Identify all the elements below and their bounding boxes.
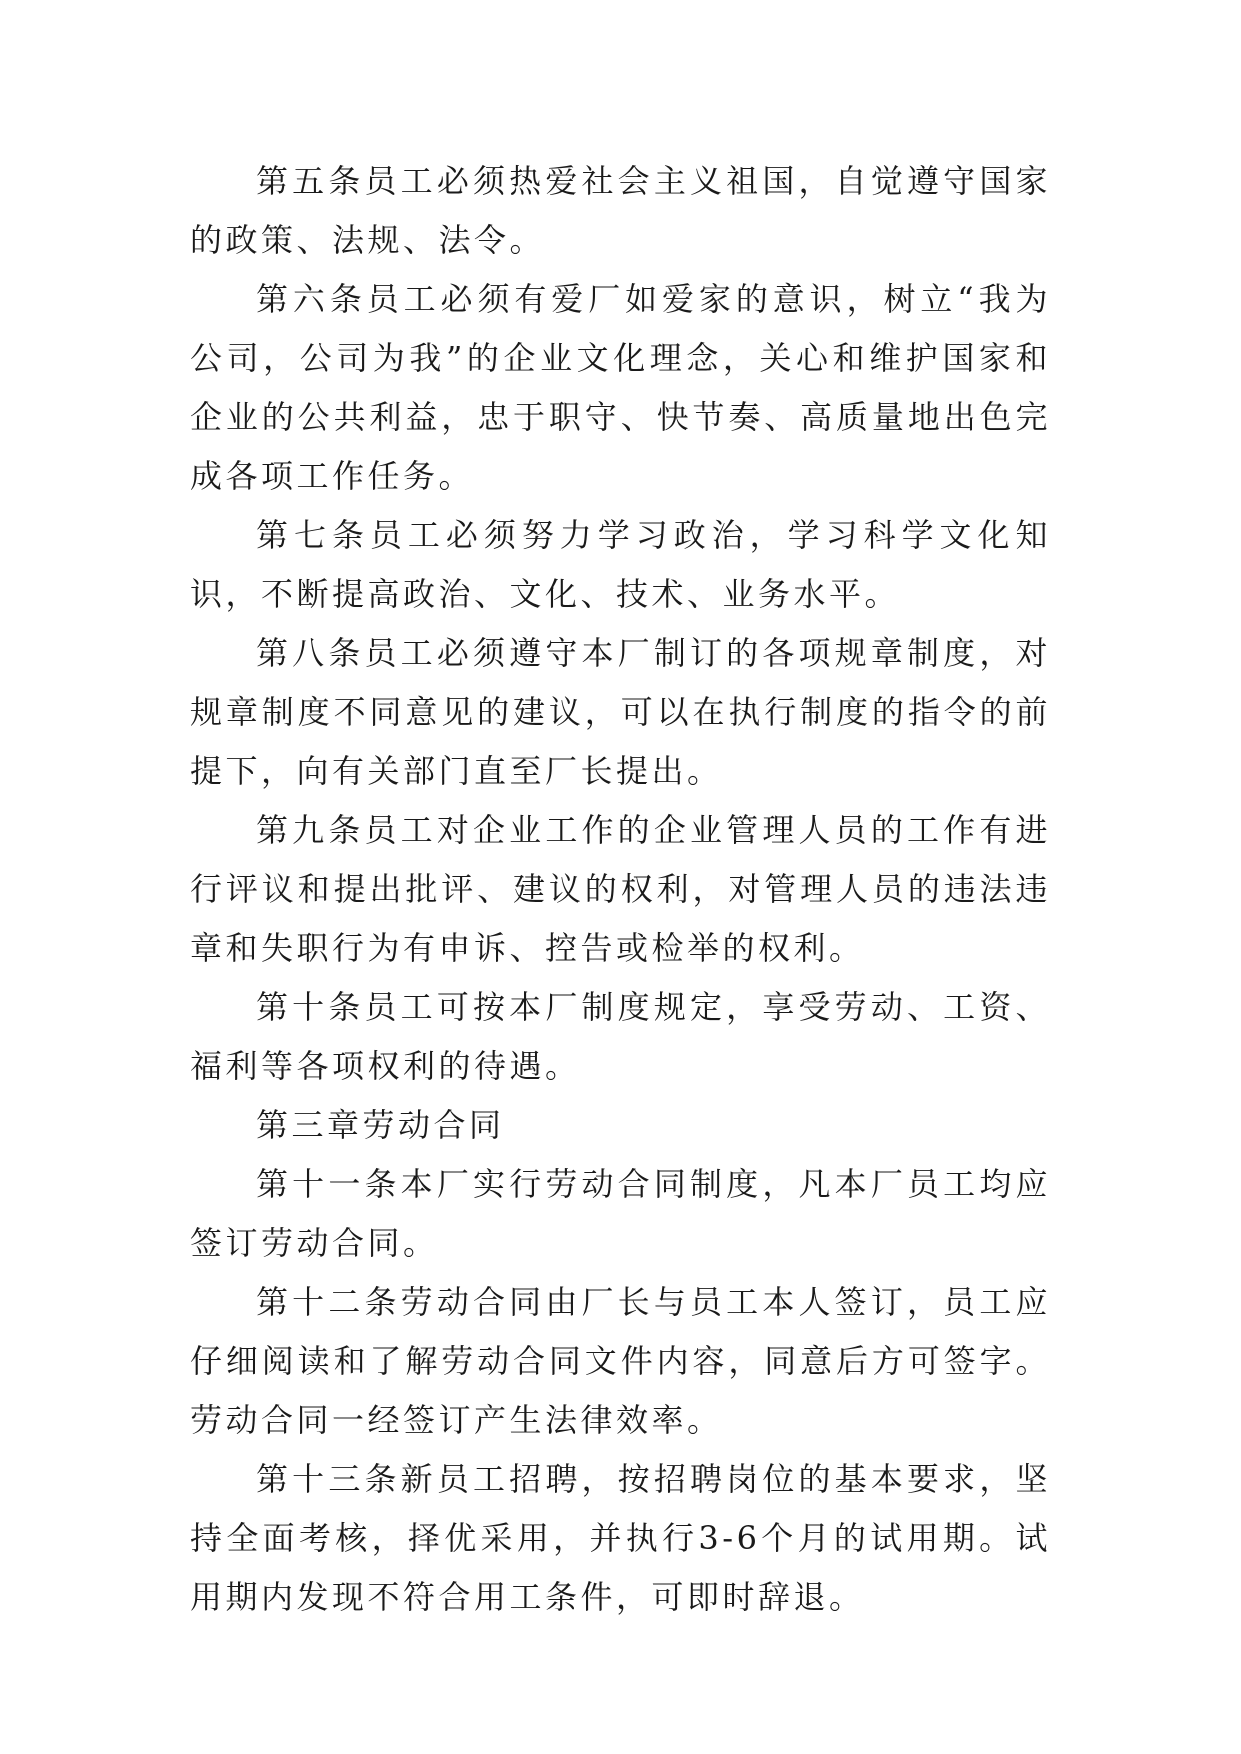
document-body [190,152,1051,1627]
article-11: 第十一条本厂实行劳动合同制度，凡本厂员工均应签订劳动合同。 [190,1165,1051,1262]
article-5: 第五条员工必须热爱社会主义祖国，自觉遵守国家的政策、法规、法令。 [190,162,1051,259]
chapter-heading: 第三章劳动合同 [256,1106,505,1144]
article-9: 第九条员工对企业工作的企业管理人员的工作有进行评议和提出批评、建议的权利，对管理人员的违法违章和失职行为有申诉、控告或检举的权利。 [190,811,1051,967]
article-6: 第六条员工必须有爱厂如爱家的意识，树立“我为公司，公司为我”的企业文化理念，关心和维护国家和企业的公共利益，忠于职守、快节奏、高质量地出色完成各项工作任务。 [190,280,1051,495]
article-7: 第七条员工必须努力学习政治，学习科学文化知识，不断提高政治、文化、技术、业务水平。 [190,516,1051,613]
article-10: 第十条员工可按本厂制度规定，享受劳动、工资、福利等各项权利的待遇。 [190,988,1051,1085]
article-8: 第八条员工必须遵守本厂制订的各项规章制度，对规章制度不同意见的建议，可以在执行制度的指令的前提下，向有关部门直至厂长提出。 [190,634,1051,790]
article-12: 第十二条劳动合同由厂长与员工本人签订，员工应仔细阅读和了解劳动合同文件内容，同意后方可签字。劳动合同一经签订产生法律效率。 [190,1283,1051,1439]
article-13: 第十三条新员工招聘，按招聘岗位的基本要求，坚持全面考核，择优采用，并执行3-6个月的试用期。试用期内发现不符合用工条件，可即时辞退。 [190,1460,1051,1616]
